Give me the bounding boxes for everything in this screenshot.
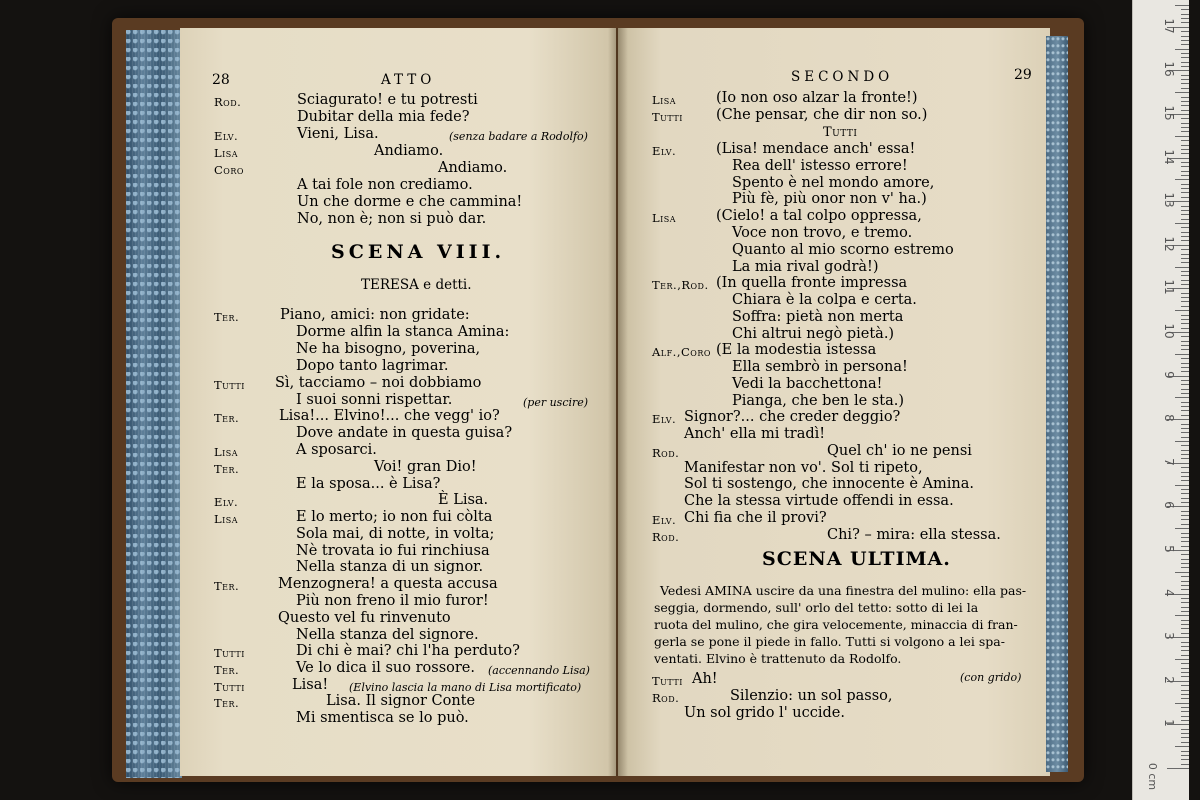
speaker-label: Coro: [214, 163, 244, 177]
verse-line: Sola mai, di notte, in volta;: [296, 526, 495, 542]
speaker-label: Tutti: [652, 674, 683, 688]
ruler-number: 11: [1162, 279, 1176, 296]
ruler-tick: [1181, 118, 1189, 119]
verse-line: Ne ha bisogno, poverina,: [296, 341, 481, 357]
ruler-tick: [1181, 406, 1189, 407]
ruler-tick: [1181, 511, 1189, 512]
verse-line: Andiamo.: [438, 160, 508, 176]
ruler-tick: [1181, 197, 1189, 198]
speaker-label: Elv.: [652, 412, 677, 426]
ruler-tick: [1181, 284, 1189, 285]
speaker-label: Ter.: [214, 663, 240, 677]
ruler-number: 17: [1162, 18, 1176, 34]
verse-line: La mia rival godrà!): [732, 259, 879, 275]
ruler-number: 12: [1162, 236, 1176, 252]
ruler-unit: 0 cm: [1146, 762, 1160, 791]
verse-line: Lisa!... Elvino!... che vegg' io?: [279, 408, 500, 424]
verse-line: Un che dorme e che cammina!: [297, 194, 523, 210]
ruler-tick: [1175, 485, 1189, 486]
speaker-label: Alf.,Coro: [652, 345, 711, 359]
ruler-tick: [1175, 354, 1189, 355]
ruler-tick: [1181, 75, 1189, 76]
speaker-label: Tutti: [652, 110, 683, 124]
verse-line: Un sol grido l' uccide.: [684, 705, 845, 721]
ruler-tick: [1181, 293, 1189, 294]
verse-line: Dopo tanto lagrimar.: [296, 358, 449, 374]
verse-line: Soffra: pietà non merta: [732, 309, 904, 325]
ruler-tick: [1175, 267, 1189, 268]
verse-line: Voi! gran Dio!: [374, 459, 477, 475]
speaker-label: Tutti: [214, 378, 245, 392]
scene-title: SCENA VIII.: [331, 241, 506, 263]
ruler-tick: [1181, 737, 1189, 738]
ruler-tick: [1181, 559, 1189, 560]
ruler-tick: [1181, 598, 1189, 599]
verse-line: Chi? – mira: ella stessa.: [827, 527, 1001, 543]
speaker-label: Ter.: [214, 310, 240, 324]
stage-direction: (per uscire): [523, 396, 589, 409]
ruler-tick: [1181, 698, 1189, 699]
scene-description-line: ventati. Elvino è trattenuto da Rodolfo.: [654, 651, 902, 666]
ruler-tick: [1181, 454, 1189, 455]
ruler-number: 10: [1162, 323, 1176, 339]
ruler-tick: [1181, 415, 1189, 416]
ruler-tick: [1181, 36, 1189, 37]
ruler-tick: [1181, 40, 1189, 41]
measuring-ruler: [1132, 0, 1189, 800]
ruler-tick: [1181, 502, 1189, 503]
ruler-tick: [1181, 363, 1189, 364]
verse-line: Chi fia che il provi?: [684, 510, 827, 526]
ruler-tick: [1181, 428, 1189, 429]
ruler-tick: [1181, 567, 1189, 568]
verse-line: Chiara è la colpa e certa.: [732, 292, 917, 308]
ruler-tick: [1181, 166, 1189, 167]
ruler-tick: [1181, 297, 1189, 298]
ruler-tick: [1181, 145, 1189, 146]
verse-line: Anch' ella mi tradì!: [684, 426, 826, 442]
ruler-tick: [1181, 349, 1189, 350]
speaker-label: Lisa: [214, 146, 239, 160]
verse-line: Pianga, che ben le sta.): [732, 393, 904, 409]
ruler-tick: [1175, 746, 1189, 747]
ruler-number: 1: [1162, 719, 1176, 728]
ruler-tick: [1181, 280, 1189, 281]
stage-direction: (Elvino lascia la mano di Lisa mortificato): [349, 681, 582, 694]
ruler-tick: [1181, 576, 1189, 577]
verse-line: Vedi la bacchettona!: [732, 376, 883, 392]
ruler-tick: [1181, 476, 1189, 477]
verse-line: Lisa!: [292, 677, 329, 693]
verse-line: Spento è nel mondo amore,: [732, 175, 935, 191]
ruler-tick: [1181, 184, 1189, 185]
verse-line: (Io non oso alzar la fronte!): [716, 90, 918, 106]
ruler-number: 16: [1162, 61, 1176, 78]
verse-line: E la sposa... è Lisa?: [296, 476, 441, 492]
ruler-tick: [1167, 768, 1189, 769]
ruler-tick: [1181, 358, 1189, 359]
stage-direction: (senza badare a Rodolfo): [449, 130, 588, 143]
ruler-number: 2: [1162, 675, 1176, 684]
ruler-tick: [1181, 214, 1189, 215]
ruler-tick: [1181, 127, 1189, 128]
speaker-label: Elv.: [652, 144, 677, 158]
ruler-tick: [1181, 315, 1189, 316]
book-gutter: [608, 28, 628, 776]
ruler-tick: [1181, 585, 1189, 586]
verse-line: Ella sembrò in persona!: [732, 359, 908, 375]
ruler-tick: [1181, 53, 1189, 54]
ruler-tick: [1181, 22, 1189, 23]
ruler-tick: [1181, 188, 1189, 189]
ruler-tick: [1175, 5, 1189, 6]
ruler-tick: [1181, 733, 1189, 734]
ruler-number: 3: [1162, 632, 1176, 640]
ruler-tick: [1181, 402, 1189, 403]
ruler-tick: [1181, 672, 1189, 673]
verse-line: A sposarci.: [296, 442, 377, 458]
verse-line: Andiamo.: [374, 143, 444, 159]
ruler-tick: [1175, 659, 1189, 660]
ruler-tick: [1181, 175, 1189, 176]
verse-line: Che la stessa virtude offendi in essa.: [684, 493, 954, 509]
ruler-number: 14: [1162, 148, 1176, 165]
scene-description-line: seggia, dormendo, sull' orlo del tetto: sotto di lei la: [654, 600, 979, 615]
speaker-label: Lisa: [652, 211, 677, 225]
verse-line: Sol ti sostengo, che innocente è Amina.: [684, 476, 974, 492]
scene-subtitle: TERESA e detti.: [361, 277, 472, 293]
ruler-tick: [1181, 153, 1189, 154]
ruler-tick: [1181, 410, 1189, 411]
stage-direction: (accennando Lisa): [488, 664, 590, 677]
verse-line: Nella stanza di un signor.: [296, 559, 484, 575]
ruler-tick: [1181, 620, 1189, 621]
verse-line: Rea dell' istesso errore!: [732, 158, 908, 174]
ruler-number: 4: [1162, 588, 1176, 597]
speaker-label: Ter.,Rod.: [652, 278, 709, 292]
ruler-tick: [1175, 572, 1189, 573]
ruler-tick: [1181, 97, 1189, 98]
verse-line: Voce non trovo, e tremo.: [732, 225, 913, 241]
right-running-head: SECONDO: [791, 69, 894, 85]
ruler-tick: [1181, 650, 1189, 651]
ruler-number: 15: [1162, 105, 1176, 121]
ruler-tick: [1181, 624, 1189, 625]
verse-line: Dorme alfin la stanca Amina:: [296, 324, 510, 340]
ruler-tick: [1175, 49, 1189, 50]
verse-line: I suoi sonni rispettar.: [296, 392, 453, 408]
verse-line: Nella stanza del signore.: [296, 627, 479, 643]
speaker-label: Rod.: [652, 446, 680, 460]
ruler-tick: [1181, 341, 1189, 342]
ruler-tick: [1175, 703, 1189, 704]
ruler-tick: [1181, 389, 1189, 390]
ruler-tick: [1181, 123, 1189, 124]
speaker-label: Lisa: [652, 93, 677, 107]
ruler-tick: [1181, 240, 1189, 241]
verse-line: Di chi è mai? chi l'ha perduto?: [296, 643, 520, 659]
ruler-number: 9: [1162, 370, 1176, 379]
left-folio: 28: [212, 72, 230, 88]
verse-line: Quel ch' io ne pensi: [827, 443, 972, 459]
verse-line: Manifestar non vo'. Sol ti ripeto,: [684, 460, 923, 476]
ruler-tick: [1181, 445, 1189, 446]
verse-line: Più fè, più onor non v' ha.): [732, 191, 927, 207]
ruler-tick: [1181, 480, 1189, 481]
ruler-tick: [1181, 424, 1189, 425]
ruler-tick: [1181, 275, 1189, 276]
ruler-tick: [1175, 136, 1189, 137]
ruler-tick: [1181, 371, 1189, 372]
ruler-tick: [1181, 642, 1189, 643]
ruler-tick: [1181, 742, 1189, 743]
ruler-tick: [1181, 14, 1189, 15]
ruler-tick: [1181, 271, 1189, 272]
speaker-label: Rod.: [214, 95, 242, 109]
ruler-tick: [1175, 310, 1189, 311]
verse-line: Più non freno il mio furor!: [296, 593, 489, 609]
ruler-tick: [1181, 467, 1189, 468]
verse-line: (Lisa! mendace anch' essa!: [716, 141, 916, 157]
ruler-number: 5: [1162, 545, 1176, 553]
verse-line: Chi altrui negò pietà.): [732, 326, 895, 342]
ruler-tick: [1181, 685, 1189, 686]
verse-line: Dove andate in questa guisa?: [296, 425, 513, 441]
ruler-tick: [1181, 254, 1189, 255]
ruler-tick: [1181, 236, 1189, 237]
ruler-tick: [1181, 628, 1189, 629]
ruler-tick: [1181, 554, 1189, 555]
ruler-tick: [1181, 519, 1189, 520]
ruler-tick: [1181, 62, 1189, 63]
ruler-tick: [1181, 707, 1189, 708]
ruler-tick: [1181, 537, 1189, 538]
page-edge-left: [126, 30, 182, 778]
ruler-tick: [1181, 162, 1189, 163]
ruler-tick: [1181, 694, 1189, 695]
ruler-tick: [1181, 472, 1189, 473]
verse-line: Signor?... che creder deggio?: [684, 409, 901, 425]
ruler-number: 6: [1162, 501, 1176, 510]
verse-line: Lisa. Il signor Conte: [326, 693, 476, 709]
verse-line: A tai fole non crediamo.: [297, 177, 473, 193]
ruler-tick: [1181, 668, 1189, 669]
ruler-tick: [1181, 515, 1189, 516]
ruler-tick: [1175, 441, 1189, 442]
speaker-label: Elv.: [652, 513, 677, 527]
ruler-tick: [1181, 711, 1189, 712]
scene-description-line: Vedesi AMINA uscire da una finestra del mulino: ella pas-: [660, 583, 1027, 598]
chorus-heading: Tutti: [823, 125, 858, 140]
speaker-label: Elv.: [214, 495, 239, 509]
ruler-tick: [1181, 489, 1189, 490]
ruler-tick: [1181, 262, 1189, 263]
ruler-tick: [1175, 179, 1189, 180]
ruler-tick: [1181, 227, 1189, 228]
verse-line: È Lisa.: [438, 492, 489, 508]
ruler-tick: [1181, 306, 1189, 307]
ruler-tick: [1181, 328, 1189, 329]
verse-line: Vieni, Lisa.: [297, 126, 379, 142]
ruler-tick: [1181, 755, 1189, 756]
ruler-tick: [1181, 524, 1189, 525]
ruler-tick: [1181, 437, 1189, 438]
page-edge-right: [1046, 36, 1068, 772]
speaker-label: Ter.: [214, 696, 240, 710]
ruler-tick: [1181, 319, 1189, 320]
ruler-tick: [1181, 301, 1189, 302]
verse-line: (Che pensar, che dir non so.): [716, 107, 928, 123]
speaker-label: Elv.: [214, 129, 239, 143]
speaker-label: Ter.: [214, 579, 240, 593]
ruler-tick: [1175, 223, 1189, 224]
ruler-tick: [1181, 720, 1189, 721]
stage-direction: (con grido): [960, 671, 1022, 684]
scene-description-line: gerla se pone il piede in fallo. Tutti si volgono a lei spa-: [654, 634, 1005, 649]
ruler-tick: [1181, 655, 1189, 656]
verse-line: (E la modestia istessa: [716, 342, 877, 358]
ruler-tick: [1181, 101, 1189, 102]
ruler-tick: [1181, 498, 1189, 499]
speaker-label: Tutti: [214, 680, 245, 694]
verse-line: (Cielo! a tal colpo oppressa,: [716, 208, 922, 224]
ruler-tick: [1181, 633, 1189, 634]
ruler-tick: [1181, 663, 1189, 664]
ruler-tick: [1181, 140, 1189, 141]
ruler-tick: [1181, 18, 1189, 19]
ruler-tick: [1181, 110, 1189, 111]
verse-line: Dubitar della mia fede?: [297, 109, 470, 125]
ruler-tick: [1181, 589, 1189, 590]
ruler-tick: [1181, 192, 1189, 193]
ruler-tick: [1181, 258, 1189, 259]
ruler-tick: [1175, 528, 1189, 529]
verse-line: Sì, tacciamo – noi dobbiamo: [275, 375, 482, 391]
ruler-tick: [1181, 206, 1189, 207]
ruler-tick: [1181, 105, 1189, 106]
ruler-tick: [1181, 210, 1189, 211]
ruler-tick: [1181, 546, 1189, 547]
ruler-number: 7: [1162, 457, 1176, 466]
ruler-tick: [1181, 581, 1189, 582]
speaker-label: Rod.: [652, 691, 680, 705]
ruler-tick: [1181, 83, 1189, 84]
verse-line: Nè trovata io fui rinchiusa: [296, 543, 490, 559]
ruler-tick: [1181, 432, 1189, 433]
verse-line: Ah!: [692, 671, 718, 687]
ruler-tick: [1181, 31, 1189, 32]
ruler-tick: [1181, 171, 1189, 172]
verse-line: Piano, amici: non gridate:: [280, 307, 470, 323]
ruler-tick: [1181, 646, 1189, 647]
ruler-number: 13: [1162, 192, 1176, 208]
verse-line: Silenzio: un sol passo,: [730, 688, 893, 704]
speaker-label: Lisa: [214, 445, 239, 459]
ruler-tick: [1181, 690, 1189, 691]
ruler-tick: [1175, 397, 1189, 398]
ruler-tick: [1181, 716, 1189, 717]
ruler-tick: [1175, 615, 1189, 616]
ruler-tick: [1181, 367, 1189, 368]
ruler-tick: [1181, 607, 1189, 608]
ruler-tick: [1181, 533, 1189, 534]
verse-line: Ve lo dica il suo rossore.: [296, 660, 475, 676]
ruler-tick: [1181, 563, 1189, 564]
ruler-tick: [1181, 345, 1189, 346]
ruler-tick: [1181, 323, 1189, 324]
verse-line: Menzognera! a questa accusa: [278, 576, 498, 592]
speaker-label: Rod.: [652, 530, 680, 544]
verse-line: Mi smentisca se lo può.: [296, 710, 469, 726]
speaker-label: Lisa: [214, 512, 239, 526]
ruler-tick: [1181, 149, 1189, 150]
ruler-tick: [1181, 219, 1189, 220]
ruler-tick: [1181, 384, 1189, 385]
ruler-tick: [1181, 450, 1189, 451]
speaker-label: Ter.: [214, 411, 240, 425]
ruler-tick: [1181, 759, 1189, 760]
ruler-number: 8: [1162, 414, 1176, 422]
ruler-tick: [1181, 751, 1189, 752]
ruler-tick: [1181, 44, 1189, 45]
ruler-tick: [1181, 88, 1189, 89]
ruler-tick: [1181, 9, 1189, 10]
ruler-tick: [1181, 729, 1189, 730]
verse-line: Quanto al mio scorno estremo: [732, 242, 954, 258]
ruler-tick: [1181, 676, 1189, 677]
verse-line: (In quella fronte impressa: [716, 275, 908, 291]
ruler-tick: [1181, 393, 1189, 394]
ruler-tick: [1181, 66, 1189, 67]
scene-description-line: ruota del mulino, che gira velocemente, minaccia di fran-: [654, 617, 1018, 632]
ruler-tick: [1181, 493, 1189, 494]
right-folio: 29: [1014, 67, 1032, 83]
verse-line: Questo vel fu rinvenuto: [278, 610, 451, 626]
ruler-tick: [1181, 79, 1189, 80]
ruler-tick: [1181, 131, 1189, 132]
ruler-tick: [1181, 249, 1189, 250]
verse-line: Sciagurato! e tu potresti: [297, 92, 478, 108]
ruler-tick: [1181, 380, 1189, 381]
ruler-tick: [1181, 764, 1189, 765]
scene-title: SCENA ULTIMA.: [762, 548, 951, 570]
left-running-head: ATTO: [381, 72, 436, 88]
speaker-label: Tutti: [214, 646, 245, 660]
ruler-tick: [1181, 57, 1189, 58]
ruler-tick: [1175, 92, 1189, 93]
ruler-tick: [1181, 336, 1189, 337]
ruler-tick: [1181, 602, 1189, 603]
ruler-tick: [1181, 541, 1189, 542]
ruler-tick: [1181, 458, 1189, 459]
ruler-tick: [1181, 232, 1189, 233]
ruler-tick: [1181, 611, 1189, 612]
verse-line: No, non è; non si può dar.: [297, 211, 487, 227]
speaker-label: Ter.: [214, 462, 240, 476]
verse-line: E lo merto; io non fui còlta: [296, 509, 493, 525]
